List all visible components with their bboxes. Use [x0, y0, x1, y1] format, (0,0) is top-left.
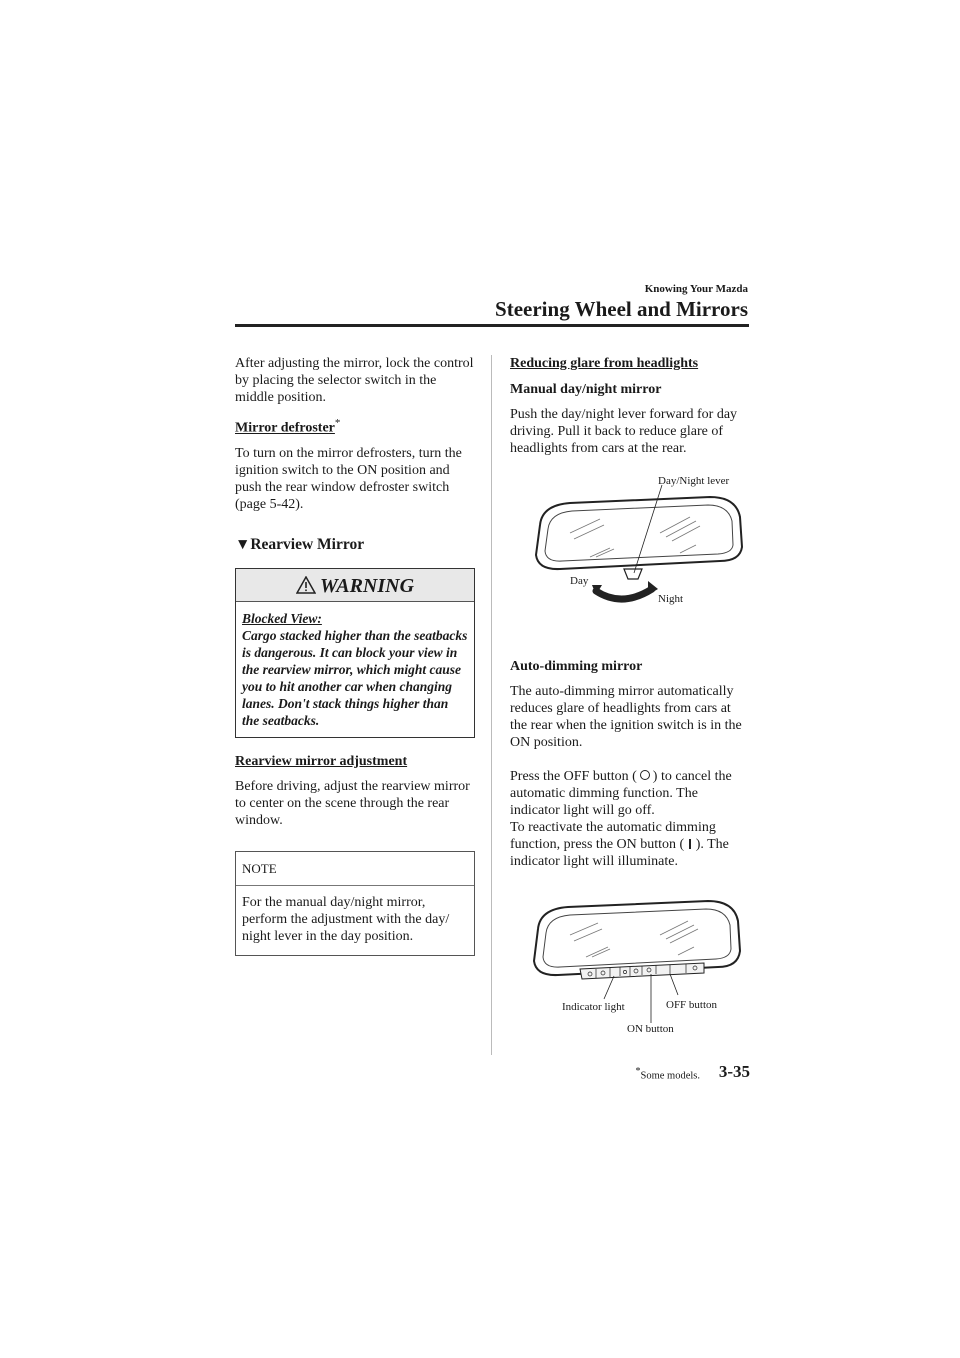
warning-body: [236, 602, 474, 737]
adjustment-paragraph: Before driving, adjust the rearview mirror to center on the scene through the rear window.: [235, 778, 470, 828]
footer-star: *: [635, 1066, 641, 1077]
note-title: NOTE: [236, 852, 474, 886]
page-number: 3-35: [718, 1062, 750, 1081]
auto-dimming-paragraph: The auto-dimming mirror automatically reduces glare of headlights from cars at the rear when the ignition switch is in the ON position.: [510, 684, 742, 750]
on-button-label: ON button: [627, 1023, 674, 1035]
warning-triangle-icon: [296, 576, 316, 594]
on-symbol-icon: [689, 839, 691, 849]
off-button-paragraph: [510, 768, 750, 819]
chapter-name: Knowing Your Mazda: [644, 283, 748, 295]
manual-mirror-heading: Manual day/night mirror: [510, 382, 662, 397]
off-button-label: OFF button: [666, 999, 718, 1011]
press-off-text-2: ) to cancel the automatic dimming function. The indicator light will go off.: [510, 769, 732, 818]
auto-dimming-diagram: [510, 895, 750, 1035]
left-column: [235, 355, 475, 956]
off-symbol-icon: [640, 770, 650, 780]
on-button-paragraph: [510, 819, 750, 870]
manual-mirror-paragraph: Push the day/night lever forward for day driving. Pull it back to reduce glare of headlights from cars at the rear.: [510, 407, 738, 456]
column-divider: [491, 355, 492, 1055]
auto-dimming-mirror-illustration: [510, 895, 750, 1035]
section-marker: ▼: [235, 535, 251, 553]
press-off-text-1: Press the OFF button (: [510, 769, 637, 784]
page-title: Steering Wheel and Mirrors: [495, 297, 748, 321]
warning-text: Cargo stacked higher than the seatbacks is dangerous. It can block your view in the rearview mirror, which might cause you to hit another car when changing lanes. Don't stack things higher than the seatbacks.: [242, 627, 468, 728]
indicator-light-label: Indicator light: [562, 1001, 625, 1013]
some-models-star: *: [334, 417, 341, 429]
adjustment-heading: Rearview mirror adjustment: [235, 753, 408, 769]
rearview-mirror-illustration: [510, 473, 750, 623]
section-title: Rearview Mirror: [250, 535, 365, 553]
reactivate-text-1: To reactivate the automatic dimming function, press the ON button (: [510, 820, 716, 852]
warning-box: [235, 568, 475, 738]
right-column: [510, 355, 750, 1035]
day-night-lever-label: Day/Night lever: [658, 475, 730, 487]
night-label: Night: [658, 593, 684, 605]
auto-dimming-heading: Auto-dimming mirror: [510, 659, 643, 674]
day-label: Day: [570, 575, 589, 587]
manual-mirror-diagram: [510, 473, 750, 623]
note-text: For the manual day/night mirror, perform the adjustment with the day/ night lever in the day position.: [242, 894, 450, 944]
defroster-heading: [235, 415, 475, 437]
footer-note-text: Some models.: [640, 1070, 700, 1082]
glare-heading: Reducing glare from headlights: [510, 356, 699, 371]
defroster-heading-text: Mirror defroster: [235, 420, 335, 436]
defroster-paragraph: To turn on the mirror defrosters, turn the ignition switch to the ON position and push the rear window defroster switch (page 5-42).: [235, 445, 462, 512]
warning-title: WARNING: [319, 574, 415, 597]
footer-some-models: [636, 1066, 701, 1082]
reactivate-text-2: ). The indicator light will illuminate.: [510, 837, 729, 869]
intro-paragraph: After adjusting the mirror, lock the control by placing the selector switch in the middle position.: [235, 356, 474, 405]
warning-header: [236, 569, 474, 602]
header-rule: [235, 324, 749, 327]
note-box: [235, 851, 475, 956]
section-heading: [235, 536, 475, 553]
warning-subhead: Blocked View:: [242, 610, 322, 626]
